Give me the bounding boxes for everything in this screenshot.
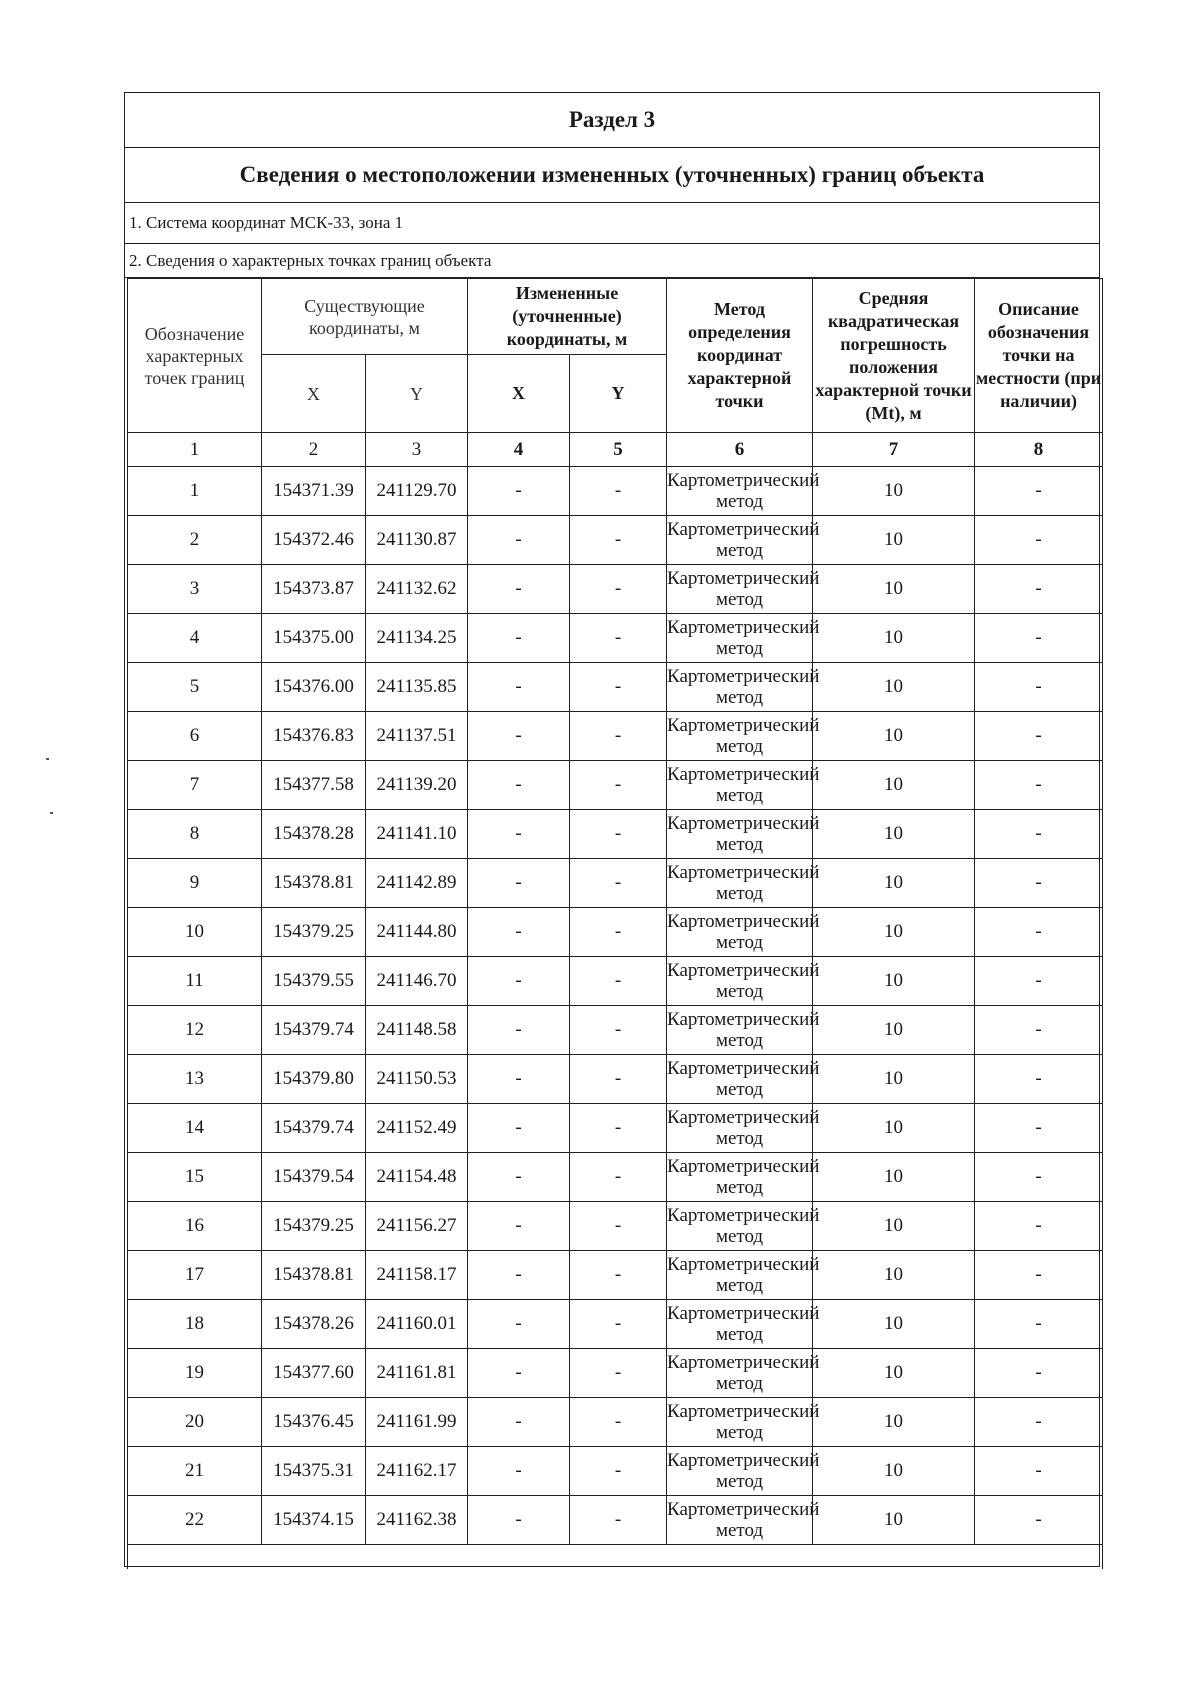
table-row <box>128 614 1103 663</box>
description-cell: - <box>975 467 1103 516</box>
changed-y-cell: - <box>570 1251 667 1300</box>
method-cell: Картометрический метод <box>667 1153 813 1202</box>
mean-error-cell: 10 <box>813 1349 975 1398</box>
existing-y-cell: 241160.01 <box>366 1300 468 1349</box>
mean-error-cell: 10 <box>813 1055 975 1104</box>
description-cell: - <box>975 908 1103 957</box>
changed-y-cell: - <box>570 614 667 663</box>
header-method: Метод определения координат характерной точки <box>667 279 813 433</box>
mean-error-cell: 10 <box>813 1447 975 1496</box>
changed-y-cell: - <box>570 908 667 957</box>
coord-system-line: 1. Система координат МСК-33, зона 1 <box>125 203 1099 244</box>
column-number: 5 <box>570 433 667 467</box>
changed-y-cell: - <box>570 957 667 1006</box>
column-number: 3 <box>366 433 468 467</box>
existing-x-cell: 154375.31 <box>262 1447 366 1496</box>
column-number: 8 <box>975 433 1103 467</box>
description-cell: - <box>975 1251 1103 1300</box>
existing-x-cell: 154375.00 <box>262 614 366 663</box>
changed-x-cell: - <box>468 810 570 859</box>
mean-error-cell: 10 <box>813 1300 975 1349</box>
description-cell: - <box>975 1447 1103 1496</box>
changed-y-cell: - <box>570 516 667 565</box>
method-cell: Картометрический метод <box>667 614 813 663</box>
description-cell: - <box>975 663 1103 712</box>
existing-y-cell: 241154.48 <box>366 1153 468 1202</box>
description-cell: - <box>975 516 1103 565</box>
method-cell: Картометрический метод <box>667 761 813 810</box>
description-cell: - <box>975 1055 1103 1104</box>
changed-y-cell: - <box>570 810 667 859</box>
mean-error-cell: 10 <box>813 516 975 565</box>
changed-y-cell: - <box>570 1447 667 1496</box>
point-number-cell: 14 <box>128 1104 262 1153</box>
column-number: 1 <box>128 433 262 467</box>
table-row <box>128 1496 1103 1545</box>
header-description: Описание обозначения точки на местности (при наличии) <box>975 279 1103 433</box>
header-changed-x: X <box>468 355 570 433</box>
changed-y-cell: - <box>570 859 667 908</box>
changed-y-cell: - <box>570 1055 667 1104</box>
description-cell: - <box>975 614 1103 663</box>
existing-x-cell: 154372.46 <box>262 516 366 565</box>
method-cell: Картометрический метод <box>667 565 813 614</box>
table-row <box>128 1447 1103 1496</box>
description-cell: - <box>975 810 1103 859</box>
section-subtitle: Сведения о местоположении измененных (уточненных) границ объекта <box>125 148 1099 203</box>
existing-y-cell: 241135.85 <box>366 663 468 712</box>
existing-x-cell: 154376.00 <box>262 663 366 712</box>
existing-y-cell: 241161.99 <box>366 1398 468 1447</box>
existing-y-cell: 241139.20 <box>366 761 468 810</box>
changed-x-cell: - <box>468 761 570 810</box>
header-existing-coords: Существующие координаты, м <box>262 279 468 355</box>
point-number-cell: 1 <box>128 467 262 516</box>
point-number-cell: 17 <box>128 1251 262 1300</box>
description-cell: - <box>975 712 1103 761</box>
description-cell: - <box>975 1300 1103 1349</box>
existing-y-cell: 241137.51 <box>366 712 468 761</box>
method-cell: Картометрический метод <box>667 1496 813 1545</box>
points-heading: 2. Сведения о характерных точках границ объекта <box>125 244 1099 278</box>
existing-y-cell: 241162.17 <box>366 1447 468 1496</box>
method-cell: Картометрический метод <box>667 957 813 1006</box>
existing-x-cell: 154379.80 <box>262 1055 366 1104</box>
changed-x-cell: - <box>468 859 570 908</box>
column-number: 4 <box>468 433 570 467</box>
description-cell: - <box>975 1006 1103 1055</box>
changed-x-cell: - <box>468 467 570 516</box>
existing-y-cell: 241144.80 <box>366 908 468 957</box>
scan-speck <box>46 758 49 760</box>
existing-y-cell: 241158.17 <box>366 1251 468 1300</box>
method-cell: Картометрический метод <box>667 663 813 712</box>
mean-error-cell: 10 <box>813 1153 975 1202</box>
point-number-cell: 3 <box>128 565 262 614</box>
table-row <box>128 908 1103 957</box>
column-number: 2 <box>262 433 366 467</box>
mean-error-cell: 10 <box>813 1202 975 1251</box>
changed-y-cell: - <box>570 712 667 761</box>
method-cell: Картометрический метод <box>667 1398 813 1447</box>
method-cell: Картометрический метод <box>667 1006 813 1055</box>
existing-x-cell: 154377.58 <box>262 761 366 810</box>
header-existing-y: Y <box>366 355 468 433</box>
existing-y-cell: 241146.70 <box>366 957 468 1006</box>
existing-y-cell: 241142.89 <box>366 859 468 908</box>
table-row <box>128 1006 1103 1055</box>
changed-y-cell: - <box>570 1496 667 1545</box>
changed-x-cell: - <box>468 1006 570 1055</box>
changed-x-cell: - <box>468 1300 570 1349</box>
existing-y-cell: 241141.10 <box>366 810 468 859</box>
description-cell: - <box>975 1349 1103 1398</box>
existing-y-cell: 241150.53 <box>366 1055 468 1104</box>
point-number-cell: 12 <box>128 1006 262 1055</box>
method-cell: Картометрический метод <box>667 1300 813 1349</box>
table-row <box>128 1300 1103 1349</box>
empty-cell <box>128 1545 1103 1570</box>
existing-x-cell: 154373.87 <box>262 565 366 614</box>
point-number-cell: 4 <box>128 614 262 663</box>
changed-y-cell: - <box>570 663 667 712</box>
mean-error-cell: 10 <box>813 957 975 1006</box>
boundary-points-table <box>127 278 1103 1569</box>
method-cell: Картометрический метод <box>667 467 813 516</box>
description-cell: - <box>975 1153 1103 1202</box>
existing-y-cell: 241134.25 <box>366 614 468 663</box>
changed-x-cell: - <box>468 614 570 663</box>
column-number-row <box>128 433 1103 467</box>
table-row <box>128 957 1103 1006</box>
existing-x-cell: 154378.28 <box>262 810 366 859</box>
point-number-cell: 8 <box>128 810 262 859</box>
method-cell: Картометрический метод <box>667 1055 813 1104</box>
mean-error-cell: 10 <box>813 1104 975 1153</box>
method-cell: Картометрический метод <box>667 1251 813 1300</box>
changed-y-cell: - <box>570 467 667 516</box>
mean-error-cell: 10 <box>813 908 975 957</box>
method-cell: Картометрический метод <box>667 516 813 565</box>
changed-x-cell: - <box>468 1153 570 1202</box>
existing-y-cell: 241152.49 <box>366 1104 468 1153</box>
point-number-cell: 22 <box>128 1496 262 1545</box>
existing-x-cell: 154379.55 <box>262 957 366 1006</box>
description-cell: - <box>975 565 1103 614</box>
table-row <box>128 467 1103 516</box>
method-cell: Картометрический метод <box>667 1202 813 1251</box>
existing-y-cell: 241161.81 <box>366 1349 468 1398</box>
mean-error-cell: 10 <box>813 663 975 712</box>
existing-y-cell: 241132.62 <box>366 565 468 614</box>
mean-error-cell: 10 <box>813 1496 975 1545</box>
header-point-designation: Обозначение характерных точек границ <box>128 279 262 433</box>
existing-x-cell: 154379.74 <box>262 1006 366 1055</box>
mean-error-cell: 10 <box>813 467 975 516</box>
description-cell: - <box>975 1398 1103 1447</box>
existing-x-cell: 154377.60 <box>262 1349 366 1398</box>
point-number-cell: 7 <box>128 761 262 810</box>
changed-x-cell: - <box>468 957 570 1006</box>
table-row <box>128 1398 1103 1447</box>
method-cell: Картометрический метод <box>667 859 813 908</box>
existing-x-cell: 154371.39 <box>262 467 366 516</box>
document-sheet <box>124 92 1100 1567</box>
point-number-cell: 20 <box>128 1398 262 1447</box>
mean-error-cell: 10 <box>813 565 975 614</box>
existing-x-cell: 154376.45 <box>262 1398 366 1447</box>
changed-x-cell: - <box>468 1202 570 1251</box>
table-row <box>128 1104 1103 1153</box>
existing-x-cell: 154379.54 <box>262 1153 366 1202</box>
table-row <box>128 859 1103 908</box>
table-row <box>128 1055 1103 1104</box>
existing-x-cell: 154376.83 <box>262 712 366 761</box>
description-cell: - <box>975 1496 1103 1545</box>
method-cell: Картометрический метод <box>667 1104 813 1153</box>
table-row <box>128 810 1103 859</box>
changed-y-cell: - <box>570 1153 667 1202</box>
empty-row <box>128 1545 1103 1570</box>
point-number-cell: 15 <box>128 1153 262 1202</box>
point-number-cell: 10 <box>128 908 262 957</box>
table-row <box>128 516 1103 565</box>
point-number-cell: 13 <box>128 1055 262 1104</box>
description-cell: - <box>975 859 1103 908</box>
point-number-cell: 6 <box>128 712 262 761</box>
point-number-cell: 18 <box>128 1300 262 1349</box>
mean-error-cell: 10 <box>813 810 975 859</box>
table-body <box>128 467 1103 1570</box>
existing-x-cell: 154374.15 <box>262 1496 366 1545</box>
table-row <box>128 663 1103 712</box>
existing-y-cell: 241130.87 <box>366 516 468 565</box>
changed-x-cell: - <box>468 663 570 712</box>
changed-x-cell: - <box>468 1104 570 1153</box>
existing-x-cell: 154378.26 <box>262 1300 366 1349</box>
changed-x-cell: - <box>468 712 570 761</box>
table-row <box>128 712 1103 761</box>
column-number: 7 <box>813 433 975 467</box>
existing-y-cell: 241129.70 <box>366 467 468 516</box>
header-changed-y: Y <box>570 355 667 433</box>
changed-y-cell: - <box>570 1006 667 1055</box>
method-cell: Картометрический метод <box>667 1349 813 1398</box>
point-number-cell: 21 <box>128 1447 262 1496</box>
table-row <box>128 1349 1103 1398</box>
changed-y-cell: - <box>570 1104 667 1153</box>
column-number: 6 <box>667 433 813 467</box>
existing-y-cell: 241162.38 <box>366 1496 468 1545</box>
point-number-cell: 5 <box>128 663 262 712</box>
changed-x-cell: - <box>468 1349 570 1398</box>
method-cell: Картометрический метод <box>667 810 813 859</box>
existing-x-cell: 154378.81 <box>262 1251 366 1300</box>
existing-y-cell: 241156.27 <box>366 1202 468 1251</box>
method-cell: Картометрический метод <box>667 712 813 761</box>
point-number-cell: 9 <box>128 859 262 908</box>
table-row <box>128 1202 1103 1251</box>
point-number-cell: 11 <box>128 957 262 1006</box>
changed-x-cell: - <box>468 1251 570 1300</box>
mean-error-cell: 10 <box>813 859 975 908</box>
table-row <box>128 761 1103 810</box>
changed-y-cell: - <box>570 565 667 614</box>
changed-x-cell: - <box>468 1447 570 1496</box>
mean-error-cell: 10 <box>813 761 975 810</box>
existing-x-cell: 154379.25 <box>262 908 366 957</box>
existing-y-cell: 241148.58 <box>366 1006 468 1055</box>
changed-x-cell: - <box>468 1398 570 1447</box>
section-title: Раздел 3 <box>125 93 1099 148</box>
existing-x-cell: 154379.74 <box>262 1104 366 1153</box>
mean-error-cell: 10 <box>813 712 975 761</box>
table-row <box>128 1153 1103 1202</box>
changed-y-cell: - <box>570 1398 667 1447</box>
table-row <box>128 1251 1103 1300</box>
header-mean-error: Средняя квадратическая погрешность положения характерной точки (Mt), м <box>813 279 975 433</box>
point-number-cell: 19 <box>128 1349 262 1398</box>
point-number-cell: 2 <box>128 516 262 565</box>
table-row <box>128 565 1103 614</box>
changed-y-cell: - <box>570 1349 667 1398</box>
description-cell: - <box>975 1104 1103 1153</box>
header-existing-x: X <box>262 355 366 433</box>
changed-x-cell: - <box>468 565 570 614</box>
description-cell: - <box>975 957 1103 1006</box>
header-changed-coords: Измененные (уточненные) координаты, м <box>468 279 667 355</box>
scan-speck <box>50 812 53 814</box>
description-cell: - <box>975 1202 1103 1251</box>
mean-error-cell: 10 <box>813 1251 975 1300</box>
changed-x-cell: - <box>468 1496 570 1545</box>
changed-y-cell: - <box>570 1202 667 1251</box>
method-cell: Картометрический метод <box>667 908 813 957</box>
existing-x-cell: 154379.25 <box>262 1202 366 1251</box>
changed-x-cell: - <box>468 908 570 957</box>
point-number-cell: 16 <box>128 1202 262 1251</box>
description-cell: - <box>975 761 1103 810</box>
changed-y-cell: - <box>570 1300 667 1349</box>
changed-x-cell: - <box>468 516 570 565</box>
changed-y-cell: - <box>570 761 667 810</box>
changed-x-cell: - <box>468 1055 570 1104</box>
mean-error-cell: 10 <box>813 1398 975 1447</box>
mean-error-cell: 10 <box>813 614 975 663</box>
mean-error-cell: 10 <box>813 1006 975 1055</box>
method-cell: Картометрический метод <box>667 1447 813 1496</box>
existing-x-cell: 154378.81 <box>262 859 366 908</box>
